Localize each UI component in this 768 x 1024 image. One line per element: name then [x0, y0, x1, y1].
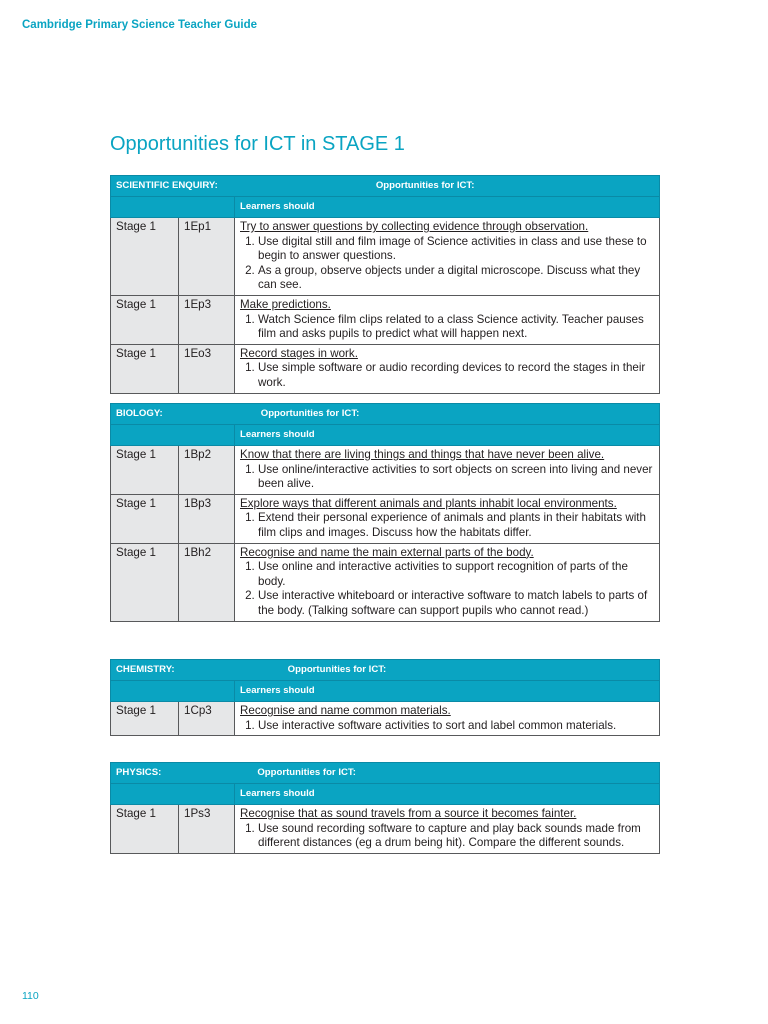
stage-cell: Stage 1 — [111, 446, 179, 495]
activity-item: 1. Use sound recording software to capture and play back sounds made from different distances (eg a drum being hit). Compare the different sounds. — [258, 822, 655, 851]
objective-cell — [235, 805, 660, 854]
table-row — [111, 543, 660, 621]
section-table — [110, 659, 660, 736]
stage-cell: Stage 1 — [111, 494, 179, 543]
opportunities-label: Opportunities for ICT: — [287, 663, 387, 675]
objective-text: Recognise and name common materials. — [240, 704, 451, 717]
section-table — [110, 175, 660, 394]
activity-list — [240, 313, 655, 342]
table-row — [111, 805, 660, 854]
objective-cell — [235, 543, 660, 621]
section-header-row — [111, 763, 660, 784]
activity-list — [240, 235, 655, 293]
activity-list — [240, 511, 655, 540]
page-number: 110 — [22, 990, 39, 1002]
section-name: CHEMISTRY: — [116, 663, 175, 675]
section-name: PHYSICS: — [116, 766, 162, 778]
learners-should-row — [111, 425, 660, 446]
objective-text: Know that there are living things and things that have never been alive. — [240, 448, 605, 461]
section-table — [110, 403, 660, 622]
learners-should-row — [111, 197, 660, 218]
objective-code: 1Ps3 — [179, 805, 235, 854]
opportunities-label: Opportunities for ICT: — [260, 407, 360, 419]
section-table — [110, 762, 660, 854]
objective-text: Make predictions. — [240, 297, 331, 311]
activity-item: 1. Use interactive software activities to sort and label common materials. — [258, 719, 655, 734]
table-row — [111, 494, 660, 543]
section-header-row — [111, 176, 660, 197]
objective-code: 1Ep1 — [179, 218, 235, 296]
activity-item: 1. Use online and interactive activities to support recognition of parts of the body. — [258, 560, 655, 589]
objective-text: Explore ways that different animals and plants inhabit local environments. — [240, 496, 617, 510]
stage-cell: Stage 1 — [111, 543, 179, 621]
objective-cell — [235, 702, 660, 736]
learners-should-label: Learners should — [235, 197, 660, 218]
table-row — [111, 702, 660, 736]
activity-list — [240, 361, 655, 390]
activity-item: 2. Use interactive whiteboard or interactive software to match labels to parts of the body. (Talking software can support pupils who cannot read.) — [258, 589, 655, 618]
objective-code: 1Bp2 — [179, 446, 235, 495]
objective-code: 1Ep3 — [179, 295, 235, 344]
objective-code: 1Cp3 — [179, 702, 235, 736]
activity-list — [240, 822, 655, 851]
learners-should-label: Learners should — [235, 681, 660, 702]
opportunities-label: Opportunities for ICT: — [257, 766, 356, 778]
objective-code: 1Bp3 — [179, 494, 235, 543]
objective-cell — [235, 494, 660, 543]
learners-should-label: Learners should — [235, 425, 660, 446]
objective-cell — [235, 295, 660, 344]
stage-cell: Stage 1 — [111, 295, 179, 344]
activity-item: 1. Use simple software or audio recording devices to record the stages in their work. — [258, 361, 655, 390]
table-row — [111, 295, 660, 344]
activity-item: 1. Extend their personal experience of animals and plants in their habitats with film clips and images. Discuss how the habitats differ. — [258, 511, 655, 540]
objective-text: Recognise and name the main external parts of the body. — [240, 545, 534, 559]
activity-item: 1. Use digital still and film image of Science activities in class and use these to begin to answer questions. — [258, 235, 655, 264]
activity-list — [240, 463, 655, 492]
learners-should-row — [111, 681, 660, 702]
opportunities-label: Opportunities for ICT: — [375, 179, 475, 191]
objective-code: 1Eo3 — [179, 344, 235, 393]
learners-should-row — [111, 784, 660, 805]
learners-should-label: Learners should — [235, 784, 660, 805]
table-row — [111, 446, 660, 495]
stage-cell: Stage 1 — [111, 702, 179, 736]
activity-list — [240, 560, 655, 618]
running-header: Cambridge Primary Science Teacher Guide — [22, 19, 257, 31]
activity-item: 1. Watch Science film clips related to a class Science activity. Teacher pauses film and asks pupils to predict what will happen next. — [258, 313, 655, 342]
table-row — [111, 218, 660, 296]
objective-cell — [235, 446, 660, 495]
activity-item: 2. As a group, observe objects under a digital microscope. Discuss what they can see. — [258, 264, 655, 293]
page-title: Opportunities for ICT in STAGE 1 — [110, 133, 405, 155]
objective-cell — [235, 218, 660, 296]
section-name: BIOLOGY: — [116, 407, 163, 419]
stage-cell: Stage 1 — [111, 218, 179, 296]
stage-cell: Stage 1 — [111, 805, 179, 854]
table-row — [111, 344, 660, 393]
section-header-row — [111, 404, 660, 425]
objective-text: Try to answer questions by collecting evidence through observation. — [240, 220, 589, 233]
stage-cell: Stage 1 — [111, 344, 179, 393]
objective-code: 1Bh2 — [179, 543, 235, 621]
objective-cell — [235, 344, 660, 393]
objective-text: Record stages in work. — [240, 346, 358, 360]
objective-text: Recognise that as sound travels from a source it becomes fainter. — [240, 807, 577, 820]
activity-item: 1. Use online/interactive activities to sort objects on screen into living and never been alive. — [258, 463, 655, 492]
section-name: SCIENTIFIC ENQUIRY: — [116, 179, 218, 191]
section-header-row — [111, 660, 660, 681]
activity-list — [240, 719, 655, 734]
